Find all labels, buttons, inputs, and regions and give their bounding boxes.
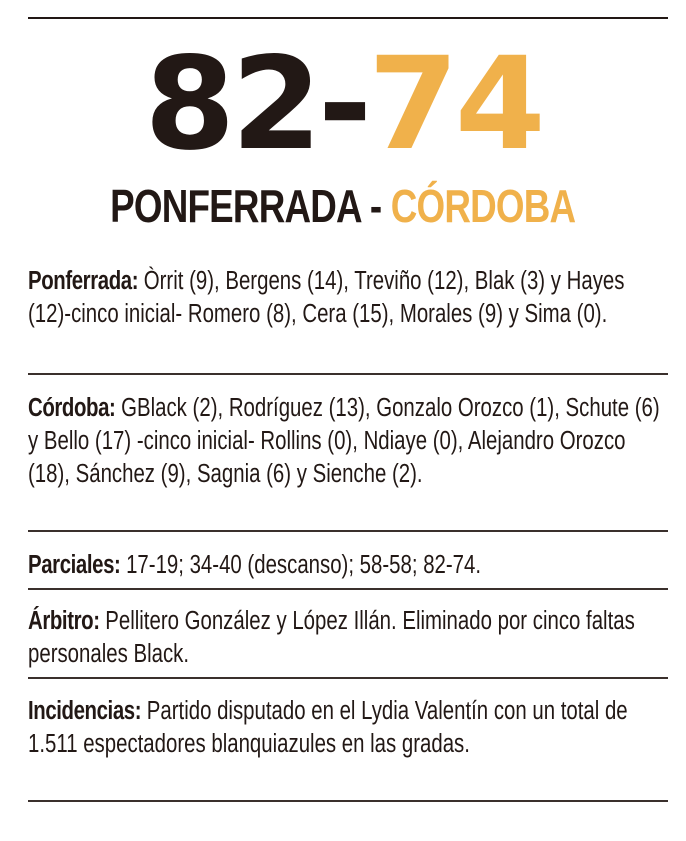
divider: [28, 530, 668, 532]
section-cordoba: [28, 392, 668, 491]
teams-separator: -: [360, 180, 392, 232]
divider: [28, 373, 668, 375]
final-score: [0, 30, 686, 179]
section-text: 17-19; 34-40 (descanso); 58-58; 82-74.: [120, 551, 482, 579]
score-separator: -: [317, 30, 369, 179]
section-text: Pellitero González y López Illán. Eliminado por cinco faltas personales Black.: [28, 607, 635, 668]
section-text: Òrrit (9), Bergens (14), Treviño (12), Blak (3) y Hayes (12)-cinco inicial- Romero (8), Cera (15), Morales (9) y Sima (0).: [28, 267, 625, 328]
section-label: Córdoba:: [28, 394, 116, 422]
section-text: GBlack (2), Rodríguez (13), Gonzalo Orozco (1), Schute (6) y Bello (17) -cinco inicial- Rollins (0), Ndiaye (0), Alejandro Orozco (18), Sánchez (9), Sagnia (6) y Sienche (2).: [28, 394, 660, 488]
divider: [28, 588, 668, 590]
section-label: Árbitro:: [28, 607, 100, 635]
section-incidencias: [28, 695, 668, 761]
away-score: 74: [368, 30, 542, 179]
section-label: Incidencias:: [28, 697, 142, 725]
section-label: Ponferrada:: [28, 267, 139, 295]
section-text: Partido disputado en el Lydia Valentín con un total de 1.511 espectadores blanquiazules en las gradas.: [28, 697, 628, 758]
section-arbitro: [28, 605, 668, 671]
bottom-rule: [28, 800, 668, 802]
divider: [28, 677, 668, 679]
teams-heading: [0, 178, 686, 234]
section-label: Parciales:: [28, 551, 121, 579]
section-ponferrada: [28, 265, 668, 331]
top-rule: [28, 17, 668, 19]
section-parciales: [28, 549, 668, 582]
away-team: CÓRDOBA: [391, 180, 576, 232]
home-team: PONFERRADA: [110, 180, 361, 232]
home-score: 82: [144, 30, 318, 179]
